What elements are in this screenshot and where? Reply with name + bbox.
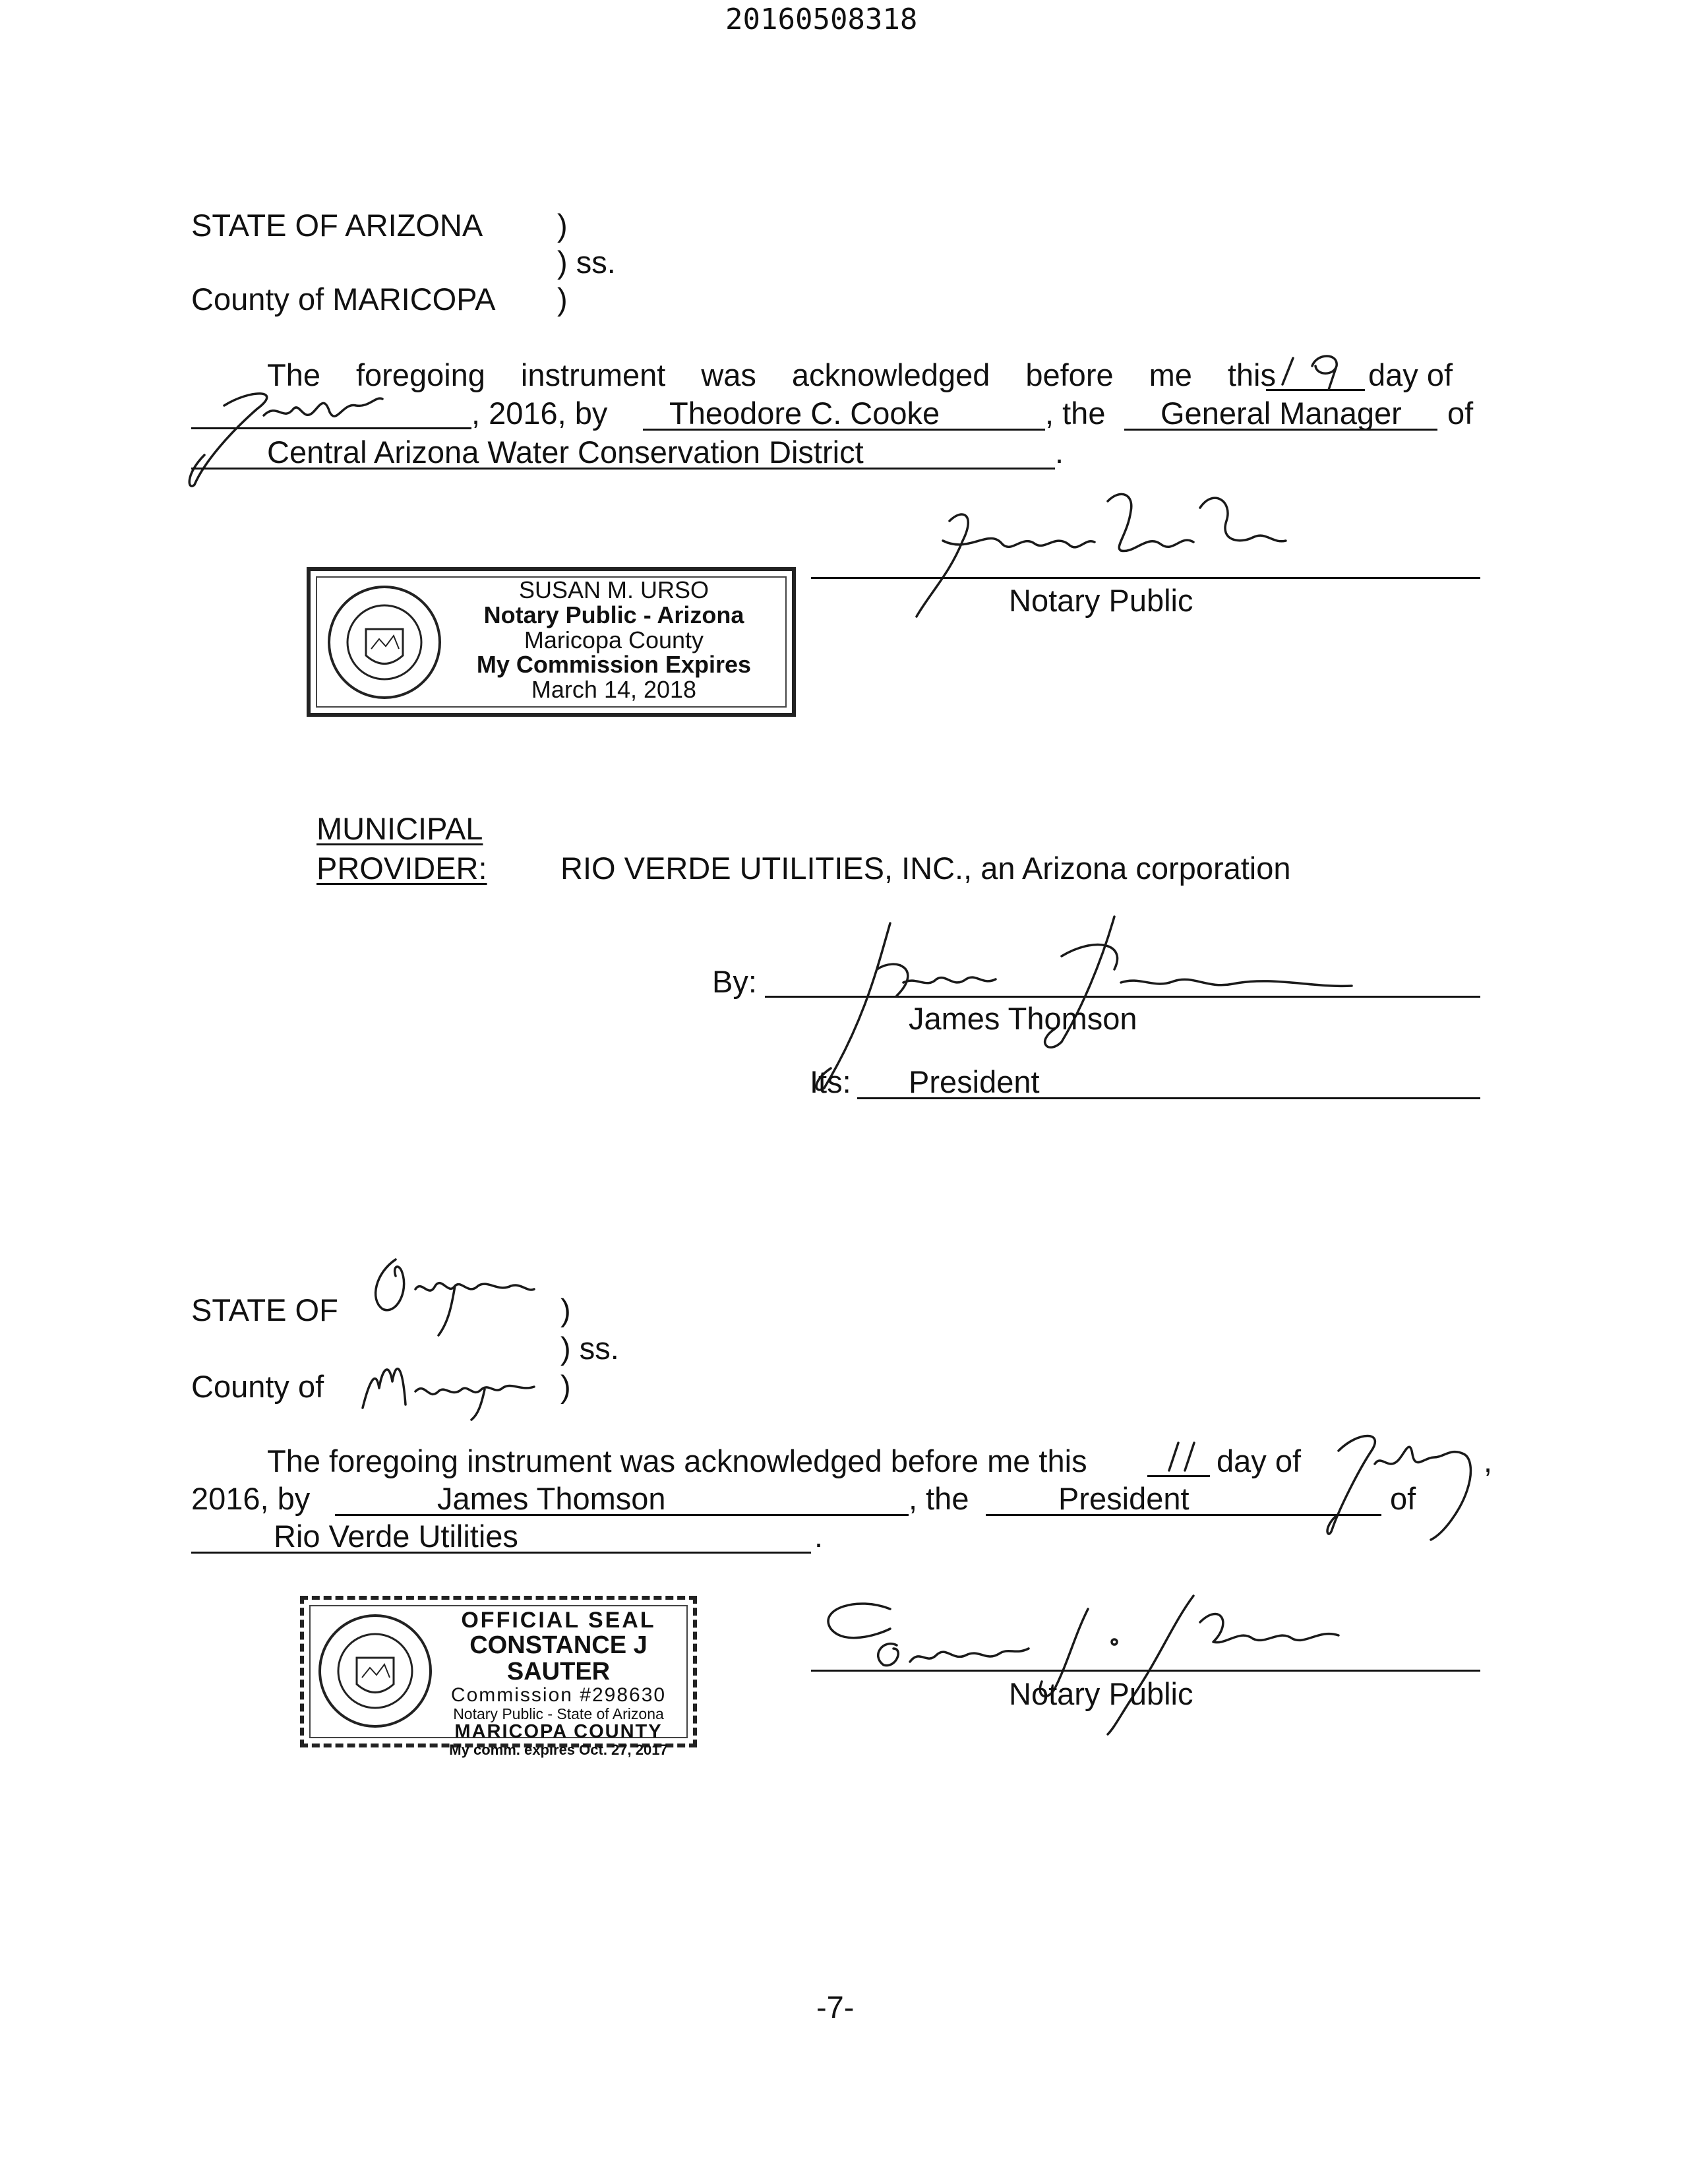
page-number: -7- (816, 1989, 855, 2024)
day-of-label: day of (1368, 357, 1453, 392)
acknowledgment-text: The foregoing instrument was acknowledged before me this (267, 1443, 1087, 1478)
notary-signature-line (811, 577, 1480, 579)
ss-label: ) ss. (557, 245, 616, 280)
notary-public-label: Notary Public (1009, 583, 1193, 618)
state-label: STATE OF (191, 1292, 338, 1327)
handwritten-day (1157, 1438, 1210, 1474)
acknowledgment-text: The foregoing instrument was acknowledged before me this (267, 357, 1276, 392)
day-blank (1147, 1475, 1210, 1477)
seal-line: Notary Public - Arizona (483, 601, 744, 628)
year-by-label: , 2016, by (471, 396, 608, 431)
comma: , (1484, 1443, 1493, 1478)
the-label: , the (909, 1481, 969, 1516)
seal-expiration: March 14, 2018 (531, 676, 697, 704)
organization-name: Rio Verde Utilities (191, 1521, 811, 1554)
of-label: of (1390, 1481, 1416, 1516)
paren: ) (557, 282, 568, 317)
seal-line: Maricopa County (524, 626, 704, 653)
handwritten-county (349, 1342, 547, 1421)
year-by-label: 2016, by (191, 1481, 311, 1516)
seal-line: OFFICIAL SEAL (461, 1608, 656, 1633)
seal-line: My Commission Expires (476, 651, 752, 679)
signer-title: President (986, 1483, 1381, 1516)
notary-signature-line (811, 1670, 1480, 1672)
period: . (814, 1519, 824, 1554)
paren: ) (557, 208, 568, 243)
handwritten-month-signature (178, 369, 396, 495)
signer-name: James Thomson (335, 1483, 909, 1516)
by-label: By: (712, 964, 757, 999)
organization-name: Central Arizona Water Conservation District (191, 437, 1055, 470)
handwritten-state (356, 1246, 541, 1339)
seal-notary-name: SUSAN M. URSO (518, 576, 709, 603)
handwritten-day (1276, 346, 1355, 392)
ss-label: ) ss. (560, 1331, 619, 1366)
paren: ) (560, 1369, 571, 1404)
signer-title: General Manager (1124, 398, 1437, 431)
seal-line: MARICOPA COUNTY (454, 1721, 663, 1743)
state-label: STATE OF ARIZONA (191, 208, 483, 243)
signer-printed-name: James Thomson (909, 1001, 1137, 1036)
paren: ) (560, 1292, 571, 1327)
notary-signature-sauter (804, 1583, 1398, 1734)
provider-entity: RIO VERDE UTILITIES, INC., an Arizona corporation (560, 851, 1291, 886)
its-label: Its: (810, 1064, 851, 1099)
period: . (1055, 435, 1064, 470)
notary-public-label: Notary Public (1009, 1676, 1193, 1711)
state-seal-emblem (325, 583, 444, 702)
handwritten-month (1312, 1418, 1493, 1543)
of-label: of (1447, 396, 1474, 431)
seal-notary-name: CONSTANCE J SAUTER (469, 1631, 648, 1685)
county-label: County of MARICOPA (191, 282, 496, 317)
document-number: 20160508318 (725, 3, 918, 36)
municipal-label: MUNICIPAL (316, 811, 483, 846)
provider-label: PROVIDER: (316, 851, 487, 886)
notary-seal-sauter (300, 1596, 697, 1758)
notary-seal-urso (307, 567, 796, 717)
the-label: , the (1045, 396, 1106, 431)
seal-line: Notary Public - State of Arizona (453, 1705, 664, 1722)
seal-expiration: My comm. expires Oct. 27, 2017 (449, 1741, 668, 1758)
signer-title: President (857, 1066, 1480, 1099)
county-label: County of (191, 1369, 324, 1404)
state-seal-emblem (316, 1612, 435, 1730)
day-of-label: day of (1217, 1443, 1302, 1478)
seal-commission: Commission #298630 (450, 1684, 667, 1707)
signer-name: Theodore C. Cooke (643, 398, 1045, 431)
